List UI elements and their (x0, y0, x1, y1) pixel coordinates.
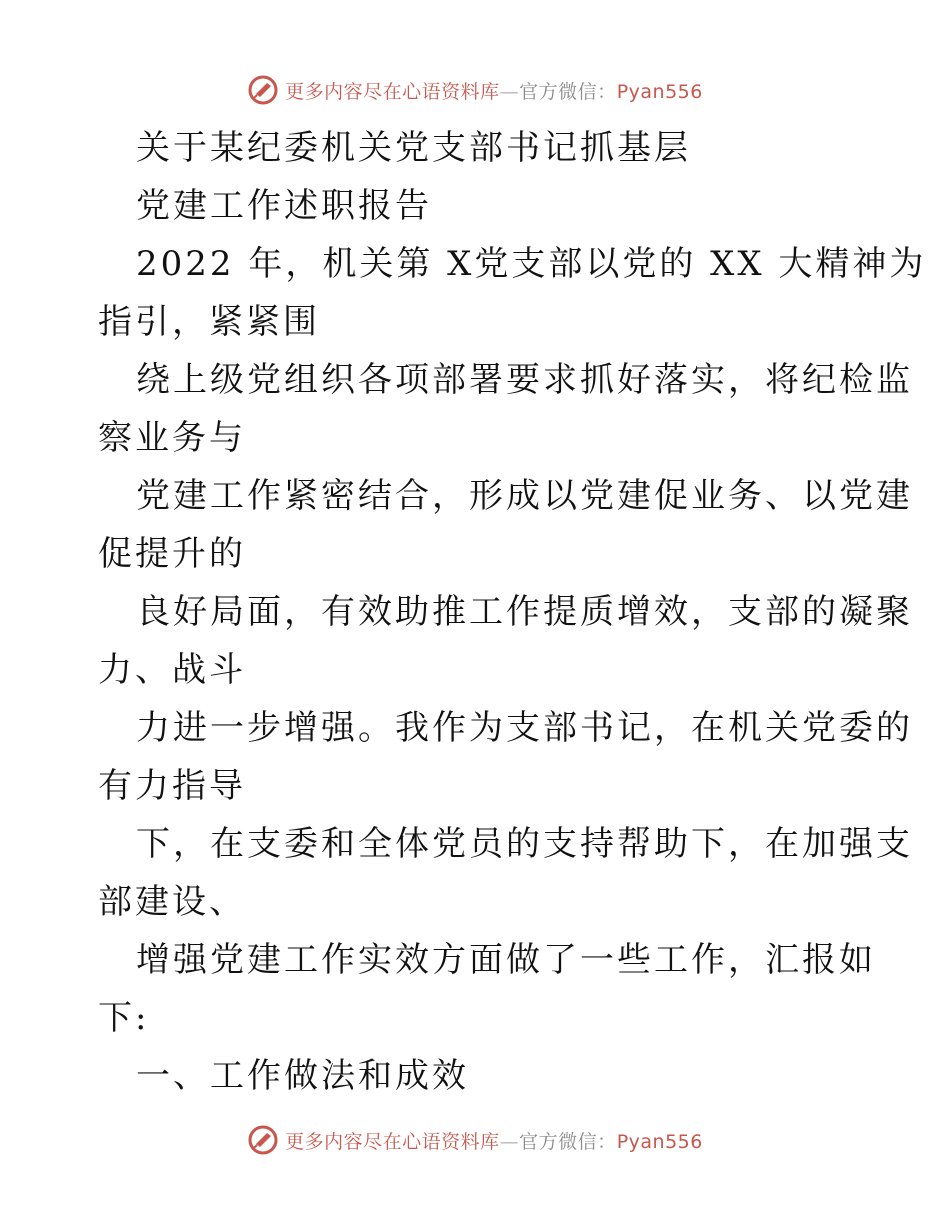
header-watermark (0, 70, 950, 110)
paragraph-line: 促提升的 (98, 534, 246, 574)
paragraph-line: 察业务与 (98, 418, 246, 458)
watermark-main: 更多内容尽在心语资料库 (285, 1130, 500, 1153)
watermark-dash: — (499, 1130, 520, 1153)
paragraph-line: 部建设、 (98, 882, 246, 922)
watermark-main: 更多内容尽在心语资料库 (285, 80, 500, 103)
paragraph-line: 指引，紧紧围 (98, 302, 320, 342)
paragraph-line: 增强党建工作实效方面做了一些工作，汇报如 (136, 940, 876, 980)
paragraph-line: 力进一步增强。我作为支部书记，在机关党委的 (136, 708, 913, 748)
paragraph-line: 党建工作紧密结合，形成以党建促业务、以党建 (136, 476, 913, 516)
paragraph-line: 2022 年，机关第 X党支部以党的 XX 大精神为 (136, 244, 927, 284)
section-heading: 一、工作做法和成效 (136, 1056, 469, 1096)
paragraph-line: 下: (98, 998, 150, 1038)
watermark-wechat-id: Pyan556 (616, 1130, 703, 1153)
watermark-official: 官方微信： (519, 1130, 617, 1153)
brand-logo-icon (247, 74, 279, 106)
footer-watermark (0, 1120, 950, 1160)
title-line-2: 党建工作述职报告 (136, 186, 432, 226)
watermark-text (285, 77, 703, 104)
watermark-official: 官方微信： (519, 80, 617, 103)
paragraph-line: 下，在支委和全体党员的支持帮助下，在加强支 (136, 824, 913, 864)
brand-logo-icon (247, 1124, 279, 1156)
paragraph-line: 良好局面，有效助推工作提质增效，支部的凝聚 (136, 592, 913, 632)
watermark-dash: — (499, 80, 520, 103)
watermark-text (285, 1127, 703, 1154)
paragraph-line: 有力指导 (98, 766, 246, 806)
paragraph-line: 绕上级党组织各项部署要求抓好落实，将纪检监 (136, 360, 913, 400)
title-line-1: 关于某纪委机关党支部书记抓基层 (136, 128, 691, 168)
watermark-wechat-id: Pyan556 (616, 80, 703, 103)
paragraph-line: 力、战斗 (98, 650, 246, 690)
